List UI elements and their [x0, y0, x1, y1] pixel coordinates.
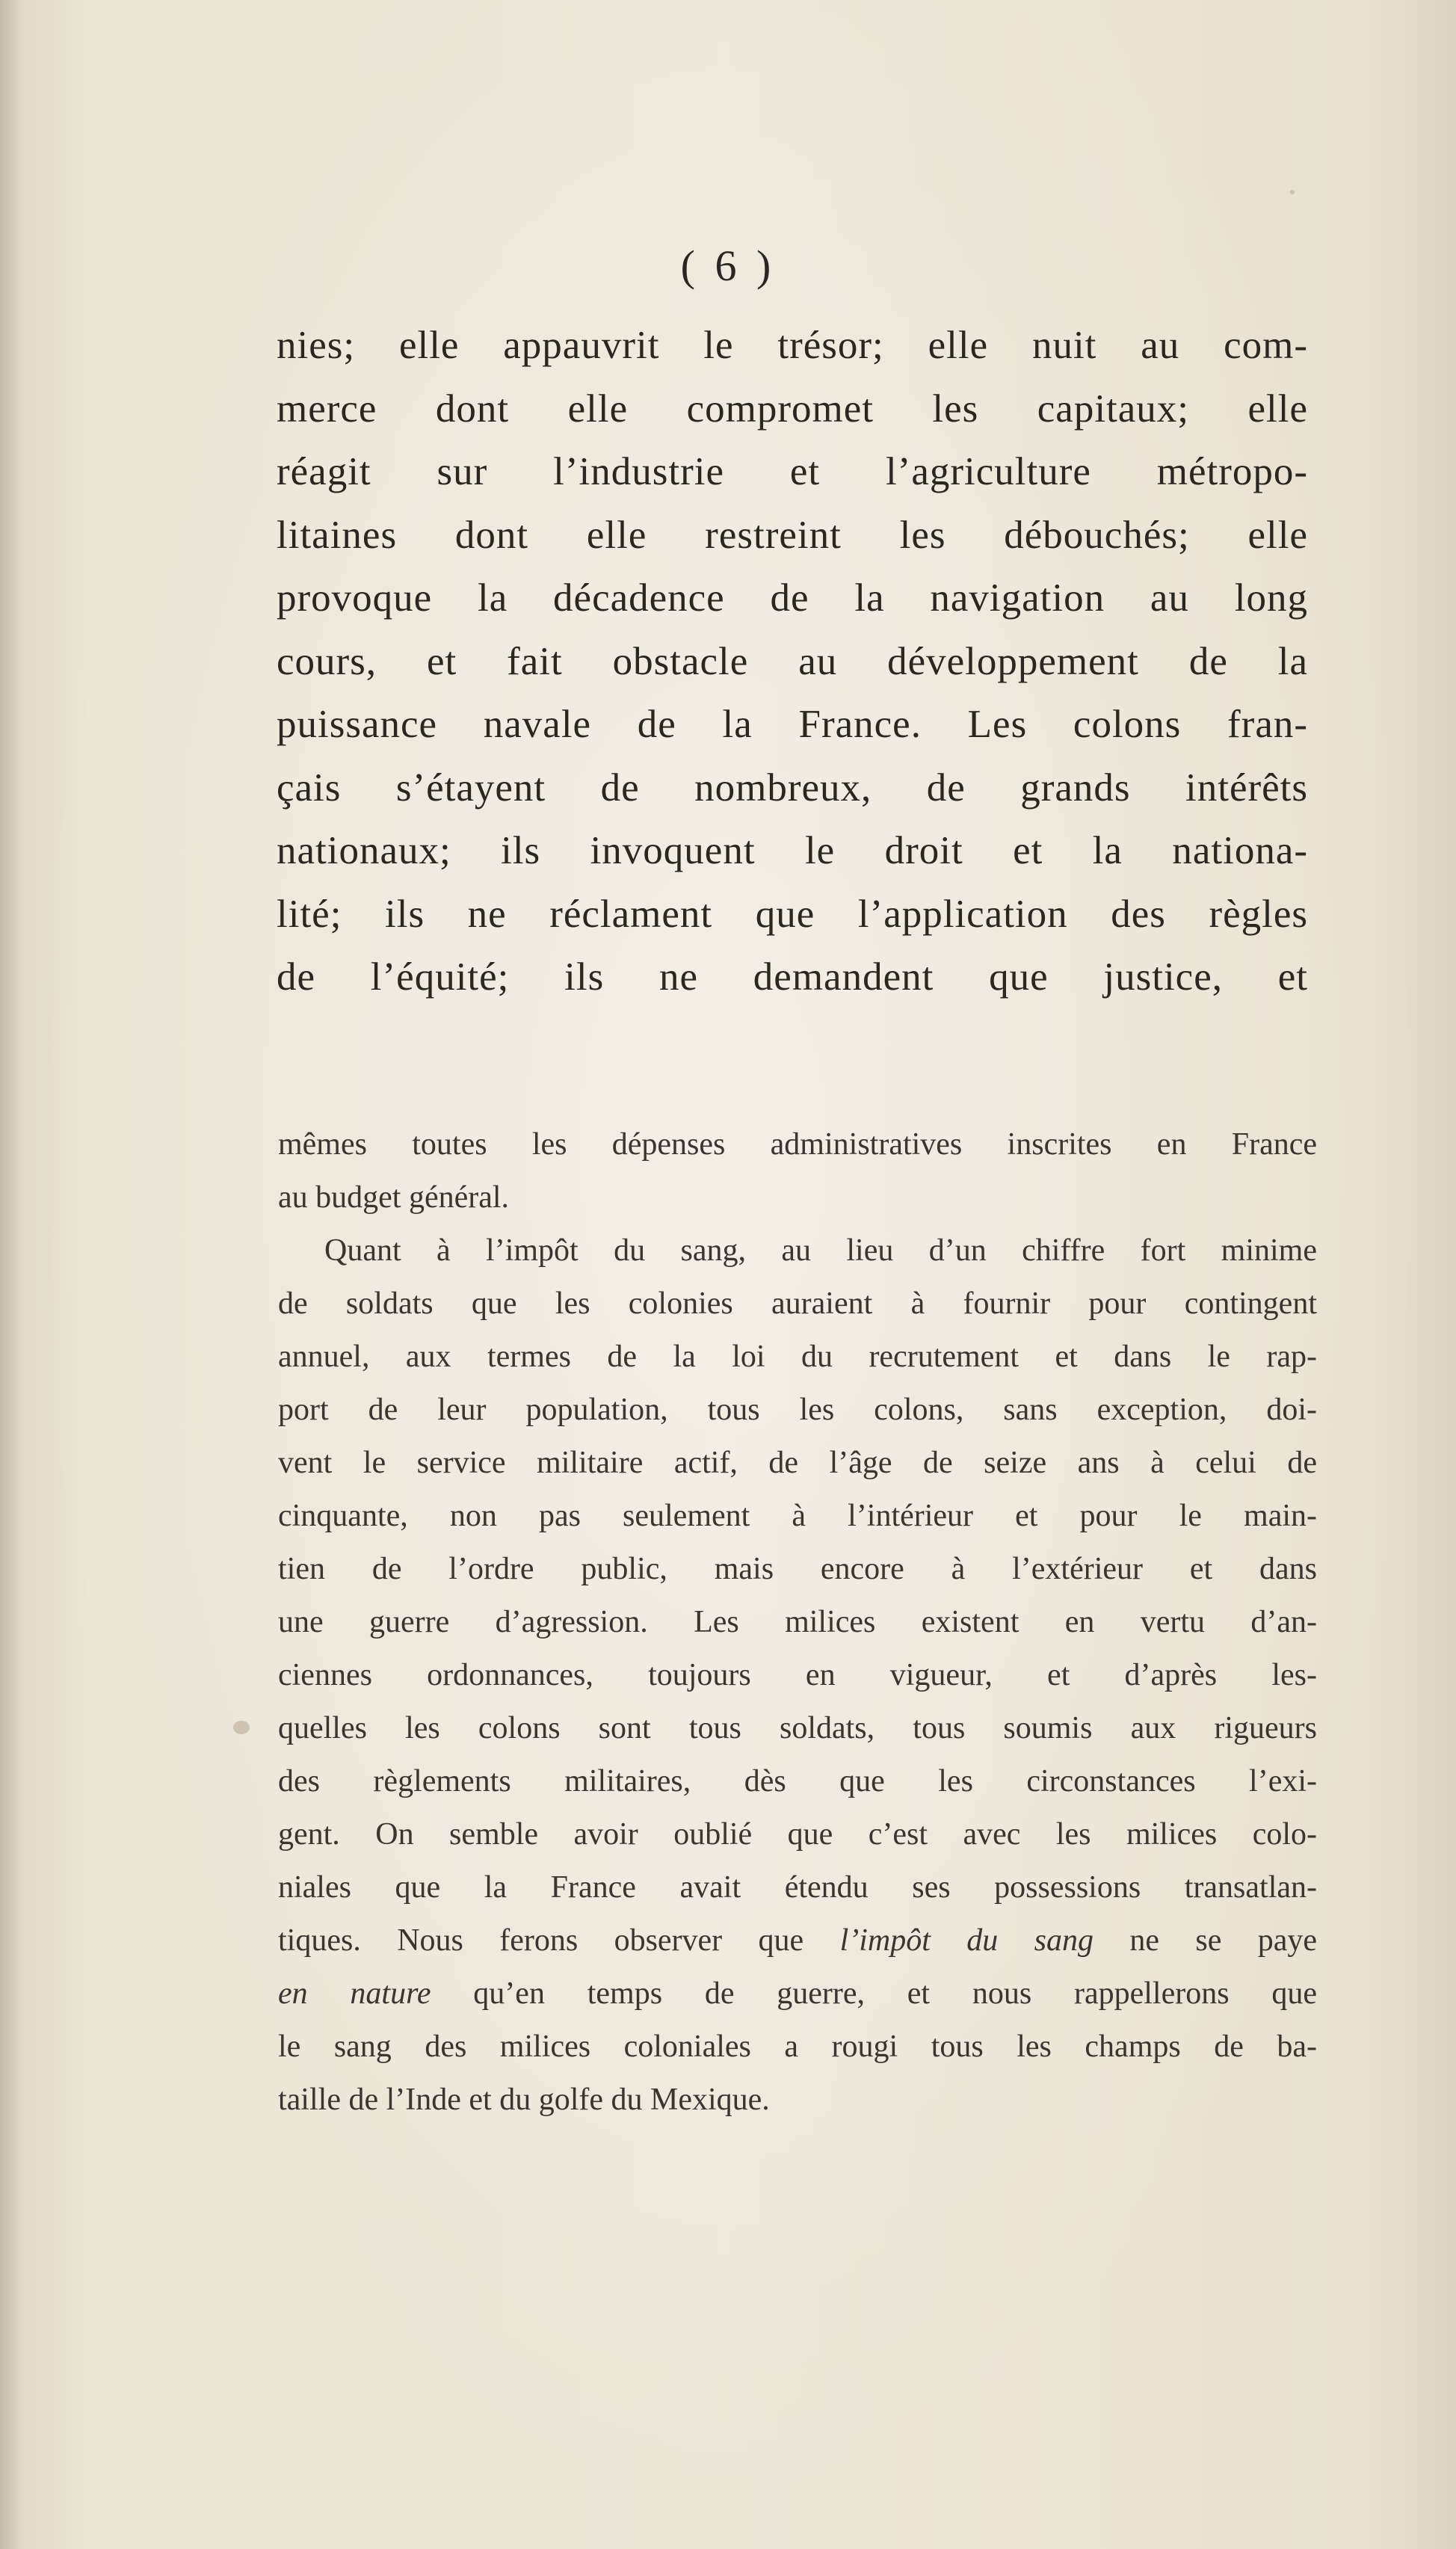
- text-line: merce dont elle compromet les capitaux; elle: [277, 386, 1308, 431]
- page-number: ( 6 ): [680, 241, 776, 290]
- footnote-text: [278, 1118, 1317, 2127]
- main-text: [277, 314, 1308, 1009]
- note-line: taille de l’Inde et du golfe du Mexique.: [278, 2083, 770, 2117]
- note-line: le sang des milices coloniales a rougi tous les champs de ba-: [278, 2029, 1317, 2064]
- note-line: ciennes ordonnances, toujours en vigueur, et d’après les-: [278, 1658, 1317, 1692]
- text-line: litaines dont elle restreint les débouchés; elle: [277, 513, 1308, 557]
- note-line: [278, 1967, 1317, 2021]
- text-line: puissance navale de la France. Les colons fran-: [277, 703, 1308, 746]
- note-line: de soldats que les colonies auraient à fournir pour contingent: [278, 1286, 1317, 1321]
- note-line: gent. On semble avoir oublié que c’est avec les milices colo-: [278, 1817, 1317, 1852]
- note-line: au budget général.: [278, 1180, 510, 1215]
- text-line: nies; elle appauvrit le trésor; elle nuit au com-: [277, 324, 1308, 367]
- note-line: tien de l’ordre public, mais encore à l’extérieur et dans: [278, 1552, 1317, 1586]
- text-line: nationaux; ils invoquent le droit et la nationa-: [277, 829, 1308, 872]
- note-line: cinquante, non pas seulement à l’intérieur et pour le main-: [278, 1499, 1317, 1533]
- note-line: vent le service militaire actif, de l’âge de seize ans à celui de: [278, 1446, 1317, 1480]
- note-line: annuel, aux termes de la loi du recrutement et dans le rap-: [278, 1340, 1317, 1374]
- text-line: cours, et fait obstacle au développement de la: [277, 639, 1308, 683]
- text-line: de l’équité; ils ne demandent que justice, et: [277, 955, 1308, 999]
- note-line: quelles les colons sont tous soldats, tous soumis aux rigueurs: [278, 1711, 1317, 1745]
- note-line: des règlements militaires, dès que les circonstances l’exi-: [278, 1764, 1317, 1799]
- note-line: [278, 1914, 1317, 1967]
- text-line: provoque la décadence de la navigation au long: [277, 576, 1308, 620]
- note-segment: qu’en temps de guerre, et nous rappellerons que: [431, 1976, 1317, 2011]
- italic-phrase: l’impôt du sang: [839, 1923, 1093, 1958]
- note-line: niales que la France avait étendu ses possessions transatlan-: [278, 1870, 1317, 1905]
- note-segment: ne se paye: [1093, 1923, 1318, 1958]
- note-line: Quant à l’impôt du sang, au lieu d’un chiffre fort minime: [324, 1233, 1317, 1268]
- note-line: port de leur population, tous les colons, sans exception, doi-: [278, 1393, 1317, 1427]
- text-line: lité; ils ne réclament que l’application des règles: [277, 892, 1308, 936]
- text-line: réagit sur l’industrie et l’agriculture métropo-: [277, 450, 1308, 493]
- note-line: une guerre d’agression. Les milices existent en vertu d’an-: [278, 1605, 1317, 1639]
- text-line: çais s’étayent de nombreux, de grands intérêts: [277, 765, 1308, 810]
- note-line: mêmes toutes les dépenses administratives inscrites en France: [278, 1127, 1317, 1162]
- gutter-shadow: [0, 0, 21, 2549]
- paper-spot: [1290, 190, 1295, 194]
- paper-spot: [233, 1721, 250, 1734]
- italic-phrase: en nature: [278, 1976, 431, 2011]
- note-segment: tiques. Nous ferons observer que: [278, 1923, 840, 1958]
